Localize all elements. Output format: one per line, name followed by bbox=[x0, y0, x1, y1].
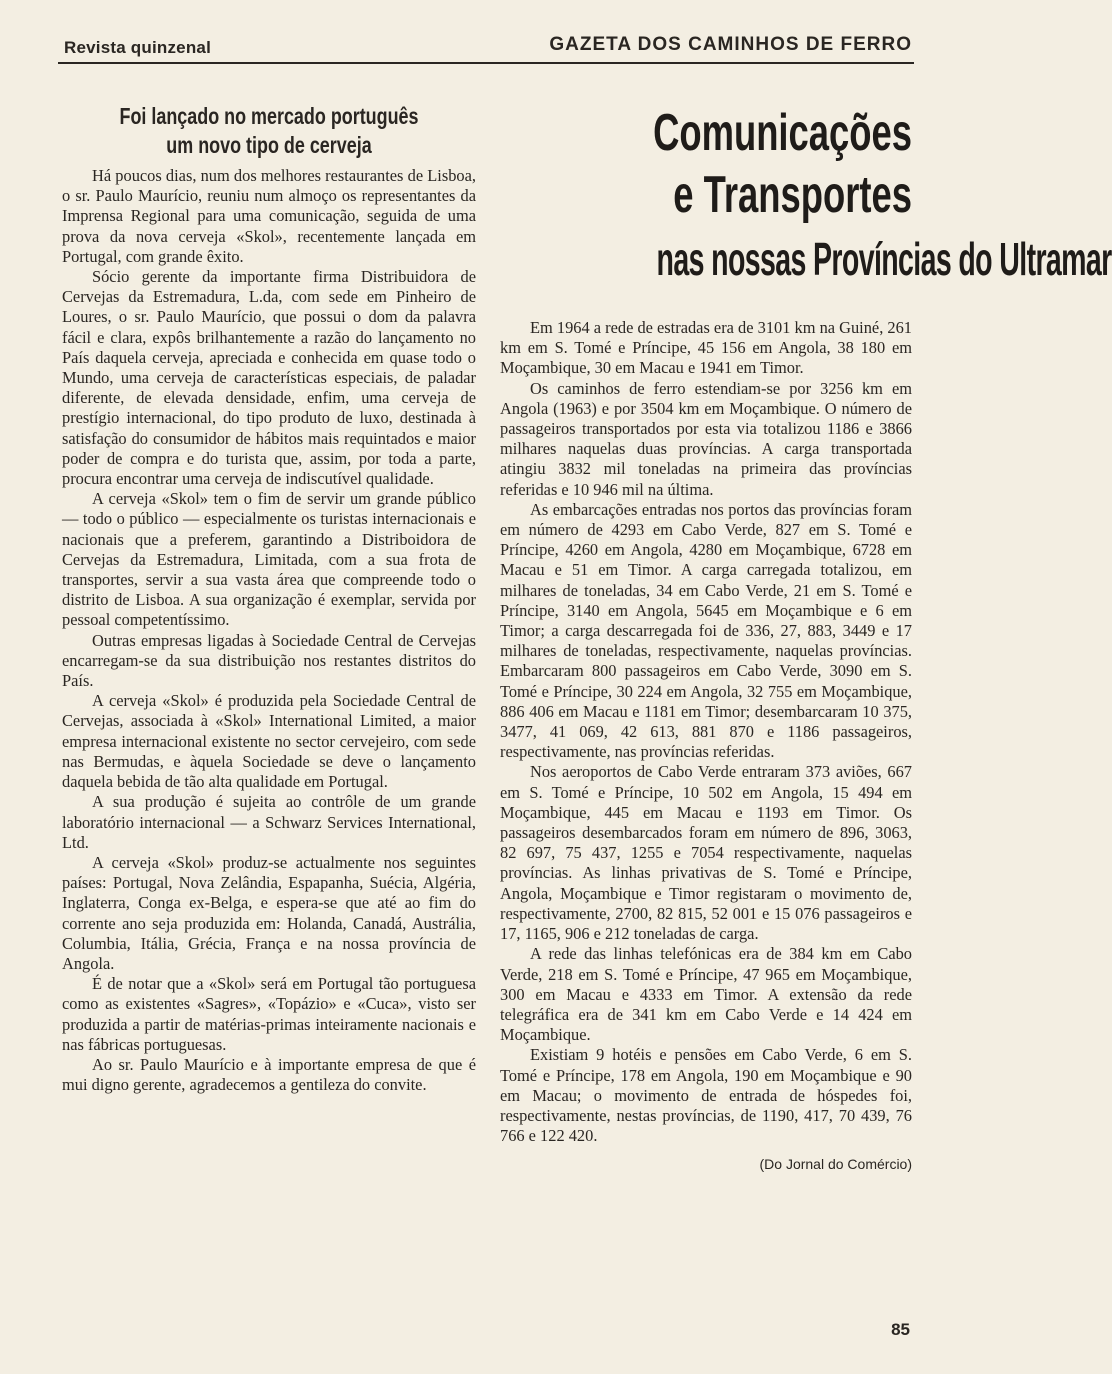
right-article bbox=[500, 102, 1112, 1173]
left-article-body bbox=[62, 166, 476, 1095]
right-article-title-line: e Transportes bbox=[673, 166, 912, 224]
paragraph: A rede das linhas telefónicas era de 384 km em Cabo Verde, 218 em S. Tomé e Príncipe, 47 965 em Moçambique, 300 em Macau e 4333 em Timor. A extensão da rede telegráfica era de 341 km em Cabo Verde e 14 424 em Moçambique. bbox=[500, 944, 912, 1045]
paragraph: É de notar que a «Skol» será em Portugal tão portuguesa como as existentes «Sagres», «Topázio» e «Cuca», visto ser produzida a partir de matérias-primas inteiramente nacionais e nas fábricas portuguesas. bbox=[62, 974, 476, 1054]
article-source: (Do Jornal do Comércio) bbox=[759, 1156, 912, 1173]
paragraph: A sua produção é sujeita ao contrôle de um grande laboratório internacional — a Schwarz Services International, Ltd. bbox=[62, 792, 476, 852]
paragraph: Há poucos dias, num dos melhores restaurantes de Lisboa, o sr. Paulo Maurício, reuniu num almoço os representantes da Imprensa Regional para uma comunicação, seguida de uma prova da nova cerveja «Skol», recentemente lançada em Portugal, com grande êxito. bbox=[62, 166, 476, 266]
right-article-body bbox=[500, 318, 912, 1146]
left-article-title bbox=[108, 102, 431, 160]
header-publication-title: GAZETA DOS CAMINHOS DE FERRO bbox=[549, 34, 912, 55]
paragraph: A cerveja «Skol» é produzida pela Sociedade Central de Cervejas, associada à «Skol» International Limited, a maior empresa internacional existente no sector cervejeiro, com sede nas Bermudas, e àquela Sociedade se deve o lançamento daquela bebida de tão alta qualidade em Portugal. bbox=[62, 691, 476, 792]
left-article-title-line: Foi lançado no mercado português bbox=[119, 103, 419, 129]
paragraph: Existiam 9 hotéis e pensões em Cabo Verde, 6 em S. Tomé e Príncipe, 178 em Angola, 190 em Moçambique e 90 em Macau; o movimento de entrada de hóspedes foi, respectivamente, nestas províncias, de 1190, 417, 70 439, 76 766 e 122 420. bbox=[500, 1045, 912, 1146]
right-article-title-line: Comunicações bbox=[653, 104, 912, 162]
paragraph: A cerveja «Skol» produz-se actualmente nos seguintes países: Portugal, Nova Zelândia, Espapanha, Suécia, Algéria, Inglaterra, Conga ex-Belga, e espera-se que até ao fim do corrente ano seja produzida em: Holanda, Canadá, Austrália, Columbia, Itália, Grécia, França e na nossa província de Angola. bbox=[62, 852, 476, 973]
paragraph: As embarcações entradas nos portos das províncias foram em número de 4293 em Cabo Verde, 827 em S. Tomé e Príncipe, 4260 em Angola, 4280 em Moçambique, 6728 em Macau e 51 em Timor. A carga carregada totalizou, em milhares de toneladas, 34 em Cabo Verde, 21 em S. Tomé e Príncipe, 3140 em Angola, 5645 em Moçambique e 6 em Timor; a carga descarregada foi de 336, 27, 883, 3449 e 17 milhares de toneladas, respectivamente, naquelas províncias. Embarcaram 800 passageiros em Cabo Verde, 3090 em S. Tomé e Príncipe, 30 224 em Angola, 32 755 em Moçambique, 886 406 em Macau e 1181 em Timor; desembarcaram 10 375, 3477, 41 069, 42 613, 881 870 e 1186 passageiros, respectivamente, nas províncias referidas. bbox=[500, 499, 912, 762]
paragraph: Nos aeroportos de Cabo Verde entraram 373 aviões, 667 em S. Tomé e Príncipe, 10 502 em Angola, 15 494 em Moçambique, 445 em Macau e 1193 em Timor. Os passageiros desembarcados foram em número de 896, 3063, 82 697, 75 437, 1255 e 7054 respectivamente, naquelas províncias. As linhas privativas de S. Tomé e Príncipe, Angola, Moçambique e Timor registaram o movimento de, respectivamente, 2700, 82 815, 52 001 e 15 076 passageiros e 17, 1165, 906 e 212 toneladas de carga. bbox=[500, 762, 912, 944]
paragraph: Sócio gerente da importante firma Distribuidora de Cervejas da Estremadura, L.da, com sede em Pinheiro de Loures, o sr. Paulo Maurício, que possui o dom da palavra fácil e clara, expôs brilhantemente a razão do lançamento no País daquela cerveja, apreciada e conhecida em quase todo o Mundo, uma cerveja de características especiais, de paladar diferente, de elevada densidade, enfim, uma cerveja de prestígio internacional, do tipo produto de luxo, destinada à satisfação do consumidor de hábitos mais requintados e maior poder de compra e do turista que, assim, por toda a parte, procura encontrar uma cerveja de indiscutível qualidade. bbox=[62, 267, 476, 489]
paragraph: A cerveja «Skol» tem o fim de servir um grande público — todo o público — especialmente os turistas internacionais e nacionais que a preferem, garantindo a Distriboidora de Cervejas da Estremadura, Limitada, com a sua frota de transportes, servir a sua vasta área que compreende todo o distrito de Lisboa. A sua organização é exemplar, servida por pessoal competentíssimo. bbox=[62, 489, 476, 630]
header-divider bbox=[58, 62, 914, 64]
paragraph: Outras empresas ligadas à Sociedade Central de Cervejas encarregam-se da sua distribuição nos restantes distritos do País. bbox=[62, 630, 476, 691]
left-article-title-line: um novo tipo de cerveja bbox=[166, 132, 372, 158]
header-periodicity: Revista quinzenal bbox=[64, 38, 211, 57]
paragraph: Em 1964 a rede de estradas era de 3101 km na Guiné, 261 km em S. Tomé e Príncipe, 45 156 em Angola, 38 180 em Moçambique, 30 em Macau e 1941 em Timor. bbox=[500, 318, 912, 378]
right-article-title bbox=[500, 102, 1112, 288]
paragraph: Os caminhos de ferro estendiam-se por 3256 km em Angola (1963) e por 3504 km em Moçambique. O número de passageiros transportados por esta via totalizou 1186 e 3866 milhares naquelas duas províncias. A carga transportada atingiu 3832 mil toneladas na primeira das províncias referidas e 10 946 mil na última. bbox=[500, 378, 912, 499]
right-article-title-line: nas nossas Províncias do Ultramar bbox=[656, 233, 1112, 285]
left-article bbox=[62, 102, 476, 1095]
page-number: 85 bbox=[891, 1320, 910, 1339]
paragraph: Ao sr. Paulo Maurício e à importante empresa de que é mui digno gerente, agradecemos a gentileza do convite. bbox=[62, 1054, 476, 1095]
